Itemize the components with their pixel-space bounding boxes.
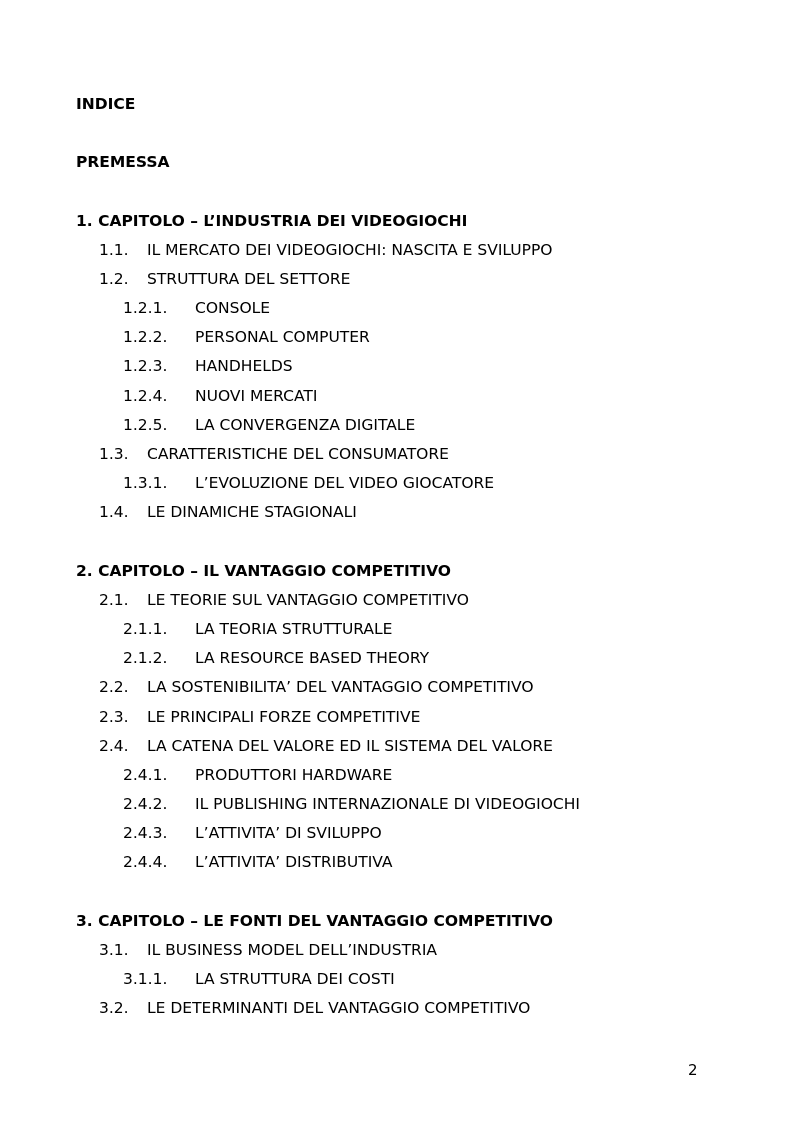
page-number: 2 — [688, 1061, 698, 1079]
toc-number: 1.2.4. — [123, 387, 168, 405]
toc-number: 2.4. — [99, 737, 129, 755]
toc-text: IL MERCATO DEI VIDEOGIOCHI: NASCITA E SVILUPPO — [147, 241, 553, 259]
toc-number: 1.3.1. — [123, 474, 168, 492]
toc-number: 1.4. — [99, 503, 129, 521]
toc-text: PRODUTTORI HARDWARE — [195, 766, 393, 784]
toc-number: 2.4.3. — [123, 824, 168, 842]
toc-number: 1.3. — [99, 445, 129, 463]
toc-text: STRUTTURA DEL SETTORE — [147, 270, 351, 288]
toc-number: 3.2. — [99, 999, 129, 1017]
premessa-heading: PREMESSA — [76, 153, 170, 171]
toc-number: 1.2.1. — [123, 299, 168, 317]
toc-number: 2.2. — [99, 678, 129, 696]
toc-number: 1.2.5. — [123, 416, 168, 434]
toc-number: 2.1.2. — [123, 649, 168, 667]
toc-text: LE PRINCIPALI FORZE COMPETITIVE — [147, 708, 421, 726]
toc-number: 3.1.1. — [123, 970, 168, 988]
toc-number: 2.1. — [99, 591, 129, 609]
toc-text: LA CONVERGENZA DIGITALE — [195, 416, 416, 434]
chapter-1-title: 1. CAPITOLO – L’INDUSTRIA DEI VIDEOGIOCHI — [76, 212, 468, 230]
toc-text: LA RESOURCE BASED THEORY — [195, 649, 430, 667]
toc-text: LA SOSTENIBILITA’ DEL VANTAGGIO COMPETITIVO — [147, 678, 534, 696]
toc-number: 3.1. — [99, 941, 129, 959]
toc-number: 2.4.2. — [123, 795, 168, 813]
toc-text: LA STRUTTURA DEI COSTI — [195, 970, 395, 988]
toc-text: HANDHELDS — [195, 357, 293, 375]
toc-number: 1.2.2. — [123, 328, 168, 346]
toc-number: 2.3. — [99, 708, 129, 726]
toc-text: PERSONAL COMPUTER — [195, 328, 370, 346]
toc-text: IL BUSINESS MODEL DELL’INDUSTRIA — [147, 941, 438, 959]
toc-number: 2.1.1. — [123, 620, 168, 638]
toc-text: CONSOLE — [195, 299, 271, 317]
toc-text: L’ATTIVITA’ DISTRIBUTIVA — [195, 853, 393, 871]
toc-text: LA CATENA DEL VALORE ED IL SISTEMA DEL VALORE — [147, 737, 553, 755]
chapter-3-title: 3. CAPITOLO – LE FONTI DEL VANTAGGIO COMPETITIVO — [76, 912, 553, 930]
chapter-2-title: 2. CAPITOLO – IL VANTAGGIO COMPETITIVO — [76, 562, 451, 580]
toc-text: NUOVI MERCATI — [195, 387, 318, 405]
toc-text: CARATTERISTICHE DEL CONSUMATORE — [147, 445, 449, 463]
toc-number: 1.1. — [99, 241, 129, 259]
toc-text: LE DETERMINANTI DEL VANTAGGIO COMPETITIVO — [147, 999, 531, 1017]
toc-number: 2.4.1. — [123, 766, 168, 784]
toc-text: L’ATTIVITA’ DI SVILUPPO — [195, 824, 382, 842]
toc-number: 1.2. — [99, 270, 129, 288]
index-title: INDICE — [76, 95, 136, 113]
toc-text: L’EVOLUZIONE DEL VIDEO GIOCATORE — [195, 474, 495, 492]
toc-text: IL PUBLISHING INTERNAZIONALE DI VIDEOGIOCHI — [195, 795, 580, 813]
toc-text: LA TEORIA STRUTTURALE — [195, 620, 393, 638]
toc-text: LE DINAMICHE STAGIONALI — [147, 503, 357, 521]
toc-number: 1.2.3. — [123, 357, 168, 375]
toc-number: 2.4.4. — [123, 853, 168, 871]
toc-text: LE TEORIE SUL VANTAGGIO COMPETITIVO — [147, 591, 469, 609]
